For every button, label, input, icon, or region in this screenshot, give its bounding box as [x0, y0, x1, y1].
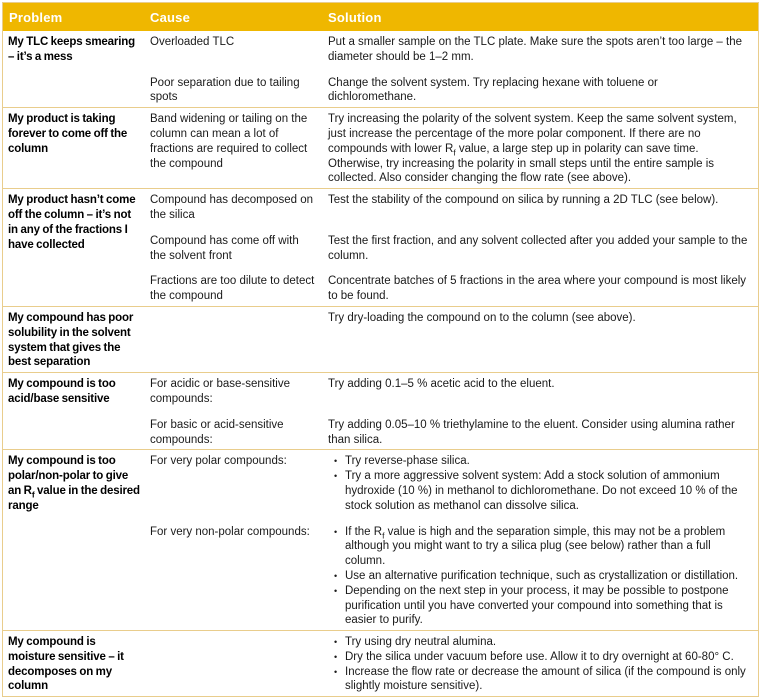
cause-cell [145, 635, 323, 694]
table-row [3, 31, 758, 107]
cause-cell [145, 311, 323, 370]
bullet-icon: • [334, 456, 338, 467]
solution-cell [323, 112, 758, 186]
cause-cell: Poor separation due to tailing spots [150, 76, 300, 104]
solution-cell [323, 193, 758, 223]
cause-cell: For basic or acid-sensitive compounds: [150, 418, 284, 446]
solution-text: Try adding 0.05–10 % triethylamine to the eluent. Consider using alumina rather than silica. [328, 418, 735, 446]
bullet-icon: • [334, 570, 338, 581]
solution-cell [323, 311, 758, 370]
solution-text: Try a more aggressive solvent system: Add a stock solution of ammonium hydroxide (10 %) in methanol to dichloromethane. Do not exceed 10 % of the stock solution as methanol can dissolve silica. [345, 470, 738, 512]
table-row [3, 449, 758, 630]
problem-cell: My TLC keeps smearing – it’s a mess [8, 36, 136, 63]
solution-cell [323, 454, 758, 513]
solution-bullet-item [328, 584, 748, 628]
solution-text: Try reverse-phase silica. [345, 455, 470, 468]
solution-text: Try increasing the polarity of the solvent system. Keep the same solvent system, just increase the percentage of the more polar component. If there are no compounds with lower $R_f$ value, a large step up in polarity can save time. Otherwise, try increasing the polarity in small steps until the entire sample is collected. Also consider changing the flow rate (see above). [328, 113, 737, 185]
cause-cell: Overloaded TLC [150, 36, 235, 48]
troubleshooting-table [2, 2, 759, 697]
solution-text: Concentrate batches of 5 fractions in the area where your compound is most likely to be found. [328, 275, 747, 303]
solution-bullet-item [328, 650, 748, 665]
cause-cell: Compound has decomposed on the silica [150, 194, 314, 221]
solution-text: Dry the silica under vacuum before use. Allow it to dry overnight at 60-80° C. [345, 650, 734, 663]
problem-cell: My product is taking forever to come off the column [8, 113, 128, 155]
solution-cell [323, 377, 758, 407]
solution-bullet-item [328, 454, 748, 469]
table-row [3, 630, 758, 696]
column-header-problem: Problem [9, 9, 63, 25]
problem-cell: My compound has poor solubility in the solvent system that gives the best separation [8, 311, 134, 369]
table-header-row [3, 3, 758, 31]
solution-cell [323, 234, 758, 264]
solution-text: Depending on the next step in your process, it may be possible to postpone purification until you have converted your compound into something that is easier to purify. [345, 584, 729, 627]
table-row [3, 306, 758, 372]
table-body [3, 31, 758, 696]
solution-cell [323, 418, 758, 448]
solution-text: Try dry-loading the compound on to the column (see above). [328, 311, 636, 324]
solution-cell [323, 274, 758, 304]
cause-cell: Compound has come off with the solvent front [150, 234, 299, 262]
solution-text: Test the first fraction, and any solvent collected after you added your sample to the column. [328, 234, 748, 262]
solution-bullet-item [328, 569, 748, 584]
table-row [3, 107, 758, 188]
solution-text: If the $R_f$ value is high and the separation simple, this may not be a problem although you might want to try a silica plug (see below) rather than a full column. [345, 525, 726, 568]
cause-cell: For very polar compounds: [150, 455, 287, 468]
solution-text: Try adding 0.1–5 % acetic acid to the eluent. [328, 378, 555, 391]
solution-bullet-item [328, 525, 748, 569]
solution-cell [323, 525, 758, 629]
solution-bullet-item [328, 635, 748, 650]
solution-text: Test the stability of the compound on silica by running a 2D TLC (see below). [328, 194, 719, 207]
column-header-cause: Cause [150, 9, 191, 25]
problem-cell: My compound is moisture sensitive – it decomposes on my column [8, 636, 124, 693]
solution-bullet-item [328, 469, 748, 513]
table-row [3, 372, 758, 449]
problem-cell: My compound is too acid/base sensitive [8, 378, 116, 405]
cause-cell: For acidic or base-sensitive compounds: [150, 378, 290, 405]
solution-text: Put a smaller sample on the TLC plate. Make sure the spots aren’t too large – the diameter should be 1–2 mm. [328, 36, 743, 63]
bullet-icon: • [334, 585, 338, 596]
cause-cell: Fractions are too dilute to detect the compound [150, 275, 315, 303]
solution-cell [323, 76, 758, 106]
cause-cell: For very non-polar compounds: [150, 525, 310, 538]
solution-text: Try using dry neutral alumina. [345, 636, 497, 649]
bullet-icon: • [334, 526, 338, 537]
cause-cell: Band widening or tailing on the column can mean a lot of fractions are required to collect the compound [150, 113, 308, 170]
table-row [3, 188, 758, 306]
bullet-icon: • [334, 637, 338, 648]
solution-bullet-item [328, 665, 748, 695]
solution-text: Change the solvent system. Try replacing hexane with toluene or dichloromethane. [328, 76, 658, 104]
problem-cell: My compound is too polar/non-polar to give an $R_f$ value in the desired range [8, 455, 140, 512]
solution-text: Increase the flow rate or decrease the amount of silica (if the compound is only slightly moisture sensitive). [345, 665, 746, 693]
column-header-solution: Solution [328, 9, 382, 25]
bullet-icon: • [334, 471, 338, 482]
problem-cell: My product hasn’t come off the column – it’s not in any of the fractions I have collected [8, 194, 136, 251]
solution-cell [323, 635, 758, 694]
solution-cell [323, 35, 758, 65]
bullet-icon: • [334, 651, 338, 662]
solution-text: Use an alternative purification technique, such as crystallization or distillation. [345, 569, 739, 582]
bullet-icon: • [334, 666, 338, 677]
